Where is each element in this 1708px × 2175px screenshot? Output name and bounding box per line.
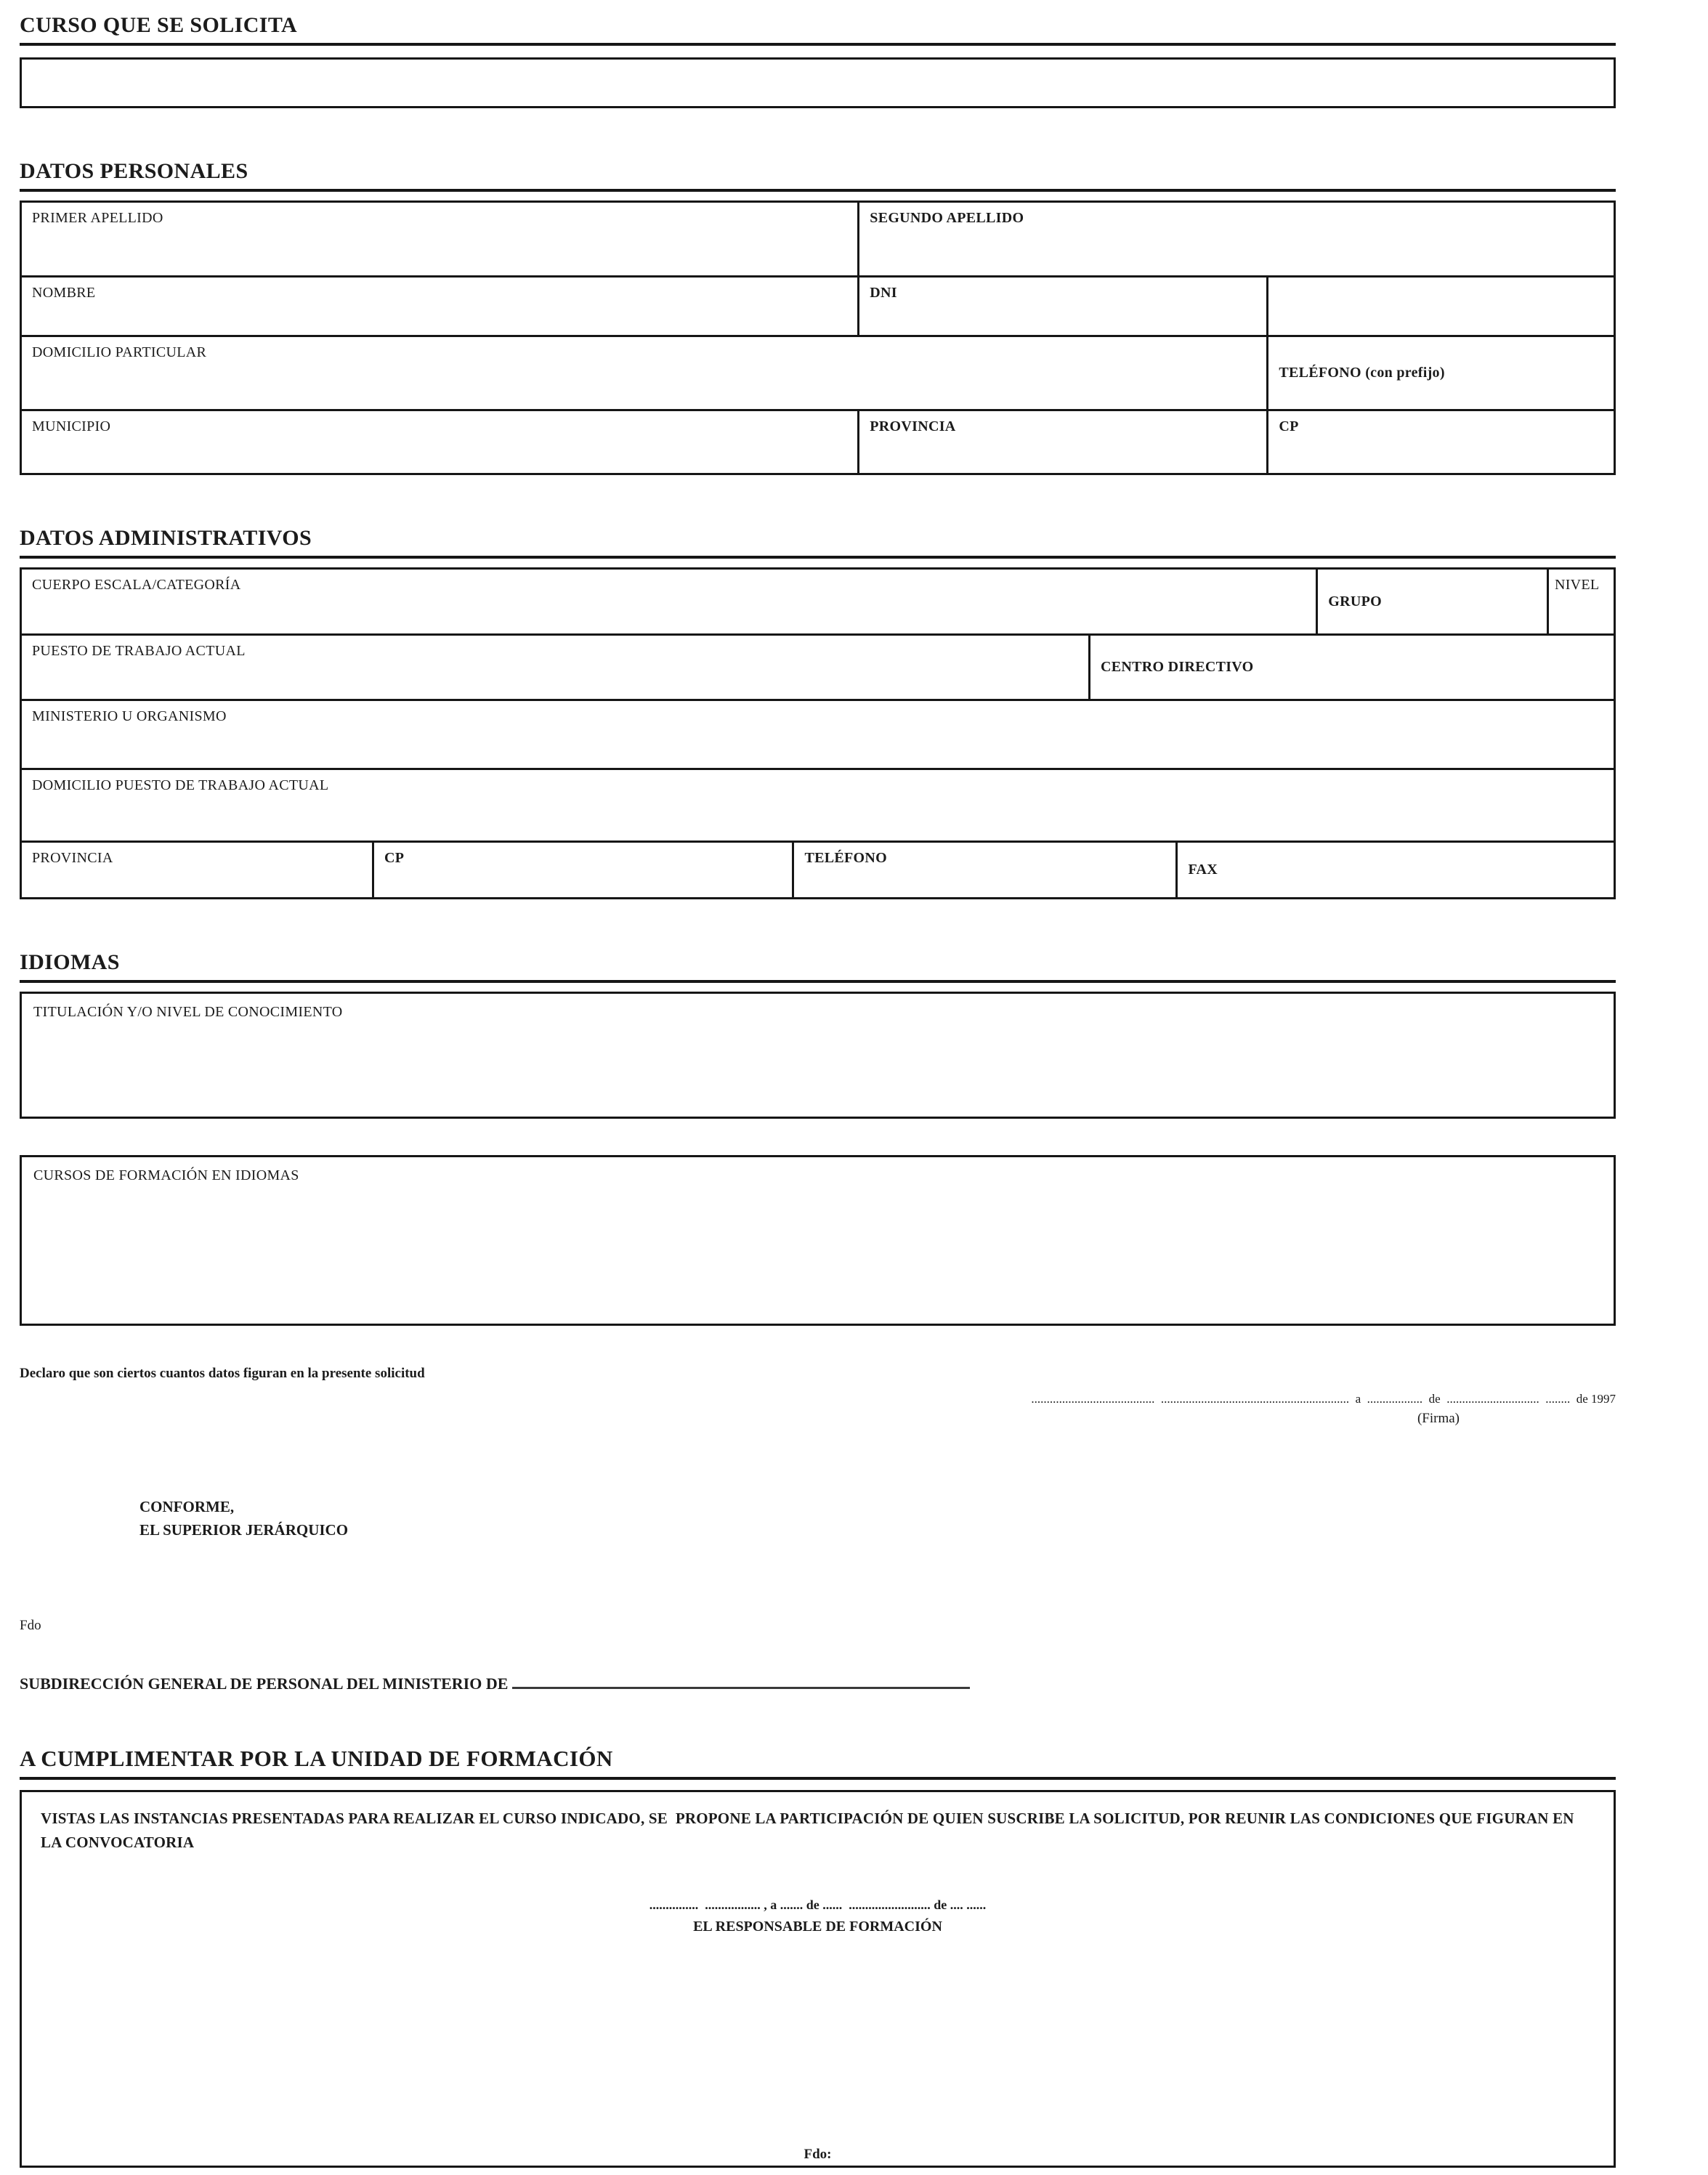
field-cp-personal[interactable] bbox=[1266, 411, 1614, 473]
fdo-label: Fdo bbox=[20, 1618, 41, 1633]
field-primer-apellido[interactable] bbox=[22, 203, 857, 275]
datos-personales-table bbox=[20, 201, 1616, 475]
label-domicilio-particular: DOMICILIO PARTICULAR bbox=[32, 344, 207, 360]
table-row bbox=[22, 570, 1614, 633]
curso-input-box[interactable] bbox=[20, 57, 1616, 108]
label-telefono-prefijo: TELÉFONO (con prefijo) bbox=[1279, 365, 1445, 381]
declaration-text: Declaro que son ciertos cuantos datos figuran en la presente solicitud bbox=[20, 1366, 425, 1381]
field-provincia-admin[interactable] bbox=[22, 843, 372, 897]
field-municipio[interactable] bbox=[22, 411, 857, 473]
fdo-bottom-label: Fdo: bbox=[804, 2147, 832, 2163]
field-segundo-apellido[interactable] bbox=[857, 203, 1614, 275]
date-signature-block bbox=[20, 1392, 1616, 1427]
table-row bbox=[22, 203, 1614, 275]
label-domicilio-puesto: DOMICILIO PUESTO DE TRABAJO ACTUAL bbox=[32, 777, 329, 793]
unidad-formacion-paragraph: VISTAS LAS INSTANCIAS PRESENTADAS PARA REALIZAR EL CURSO INDICADO, SE PROPONE LA PARTICIPACIÓN DE QUIEN SUSCRIBE LA SOLICITUD, POR REUNIR LAS CONDICIONES QUE FIGURAN EN LA CONVOCATORIA bbox=[41, 1810, 1579, 1851]
responsable-label: EL RESPONSABLE DE FORMACIÓN bbox=[693, 1919, 942, 1935]
field-domicilio-puesto[interactable] bbox=[22, 770, 1614, 841]
field-cuerpo-escala[interactable] bbox=[22, 570, 1316, 633]
unidad-formacion-date-line bbox=[22, 1897, 1614, 1935]
table-row bbox=[22, 633, 1614, 699]
field-grupo[interactable] bbox=[1316, 570, 1547, 633]
label-cp-personal: CP bbox=[1279, 418, 1299, 434]
conforme-line1: CONFORME, bbox=[139, 1498, 235, 1515]
table-row bbox=[22, 699, 1614, 768]
label-cp-admin: CP bbox=[384, 850, 405, 866]
field-dni-extra[interactable] bbox=[1266, 278, 1614, 335]
section-title-unidad-formacion: A CUMPLIMENTAR POR LA UNIDAD DE FORMACIÓN bbox=[20, 1746, 1616, 1780]
label-fax: FAX bbox=[1188, 862, 1218, 878]
signature-label: (Firma) bbox=[1417, 1411, 1460, 1426]
table-row bbox=[22, 335, 1614, 409]
field-dni[interactable] bbox=[857, 278, 1266, 335]
field-telefono-admin[interactable] bbox=[792, 843, 1175, 897]
label-primer-apellido: PRIMER APELLIDO bbox=[32, 210, 163, 226]
label-nivel: NIVEL bbox=[1554, 577, 1600, 593]
label-grupo: GRUPO bbox=[1328, 593, 1382, 609]
unidad-formacion-box[interactable] bbox=[20, 1790, 1616, 2168]
subdireccion-line bbox=[20, 1672, 1616, 1693]
field-fax[interactable] bbox=[1175, 843, 1614, 897]
table-row bbox=[22, 275, 1614, 335]
label-nombre: NOMBRE bbox=[32, 285, 96, 301]
field-nivel[interactable] bbox=[1547, 570, 1614, 633]
label-cuerpo-escala: CUERPO ESCALA/CATEGORÍA bbox=[32, 577, 241, 593]
conforme-line2: EL SUPERIOR JERÁRQUICO bbox=[139, 1520, 349, 1539]
section-title-curso: CURSO QUE SE SOLICITA bbox=[20, 13, 1616, 46]
subdireccion-text: SUBDIRECCIÓN GENERAL DE PERSONAL DEL MINISTERIO DE bbox=[20, 1674, 509, 1693]
label-telefono-admin: TELÉFONO bbox=[804, 850, 887, 866]
section-title-datos-personales: DATOS PERSONALES bbox=[20, 159, 1616, 192]
field-telefono-prefijo[interactable] bbox=[1266, 337, 1614, 409]
date-fill-line[interactable]: ........................................ ............................................................. a .................. de .............................. ........ de 1997 bbox=[1031, 1392, 1616, 1406]
field-cursos-formacion-idiomas[interactable] bbox=[20, 1155, 1616, 1326]
label-puesto-trabajo: PUESTO DE TRABAJO ACTUAL bbox=[32, 643, 246, 659]
section-title-idiomas: IDIOMAS bbox=[20, 950, 1616, 983]
table-row bbox=[22, 409, 1614, 473]
datos-administrativos-table bbox=[20, 567, 1616, 899]
unidad-date-fill-line[interactable]: ............... ................. , a ....... de ...... ......................... de .... ...... bbox=[649, 1897, 987, 1913]
label-segundo-apellido: SEGUNDO APELLIDO bbox=[870, 210, 1024, 226]
ministerio-fill-line[interactable] bbox=[512, 1672, 970, 1689]
field-cp-admin[interactable] bbox=[372, 843, 792, 897]
label-titulacion-idiomas: TITULACIÓN Y/O NIVEL DE CONOCIMIENTO bbox=[33, 1004, 343, 1020]
field-ministerio-organismo[interactable] bbox=[22, 701, 1614, 768]
label-dni: DNI bbox=[870, 285, 897, 301]
label-ministerio-organismo: MINISTERIO U ORGANISMO bbox=[32, 708, 227, 724]
conforme-block bbox=[139, 1496, 1616, 1542]
field-centro-directivo[interactable] bbox=[1088, 636, 1614, 699]
label-provincia-admin: PROVINCIA bbox=[32, 850, 113, 866]
field-provincia-personal[interactable] bbox=[857, 411, 1266, 473]
label-centro-directivo: CENTRO DIRECTIVO bbox=[1100, 659, 1254, 675]
label-cursos-formacion-idiomas: CURSOS DE FORMACIÓN EN IDIOMAS bbox=[33, 1167, 299, 1183]
field-titulacion-idiomas[interactable] bbox=[20, 992, 1616, 1119]
field-domicilio-particular[interactable] bbox=[22, 337, 1266, 409]
field-nombre[interactable] bbox=[22, 278, 857, 335]
table-row bbox=[22, 841, 1614, 897]
field-puesto-trabajo[interactable] bbox=[22, 636, 1088, 699]
section-title-datos-administrativos: DATOS ADMINISTRATIVOS bbox=[20, 526, 1616, 559]
label-municipio: MUNICIPIO bbox=[32, 418, 111, 434]
table-row bbox=[22, 768, 1614, 841]
label-provincia-personal: PROVINCIA bbox=[870, 418, 956, 434]
